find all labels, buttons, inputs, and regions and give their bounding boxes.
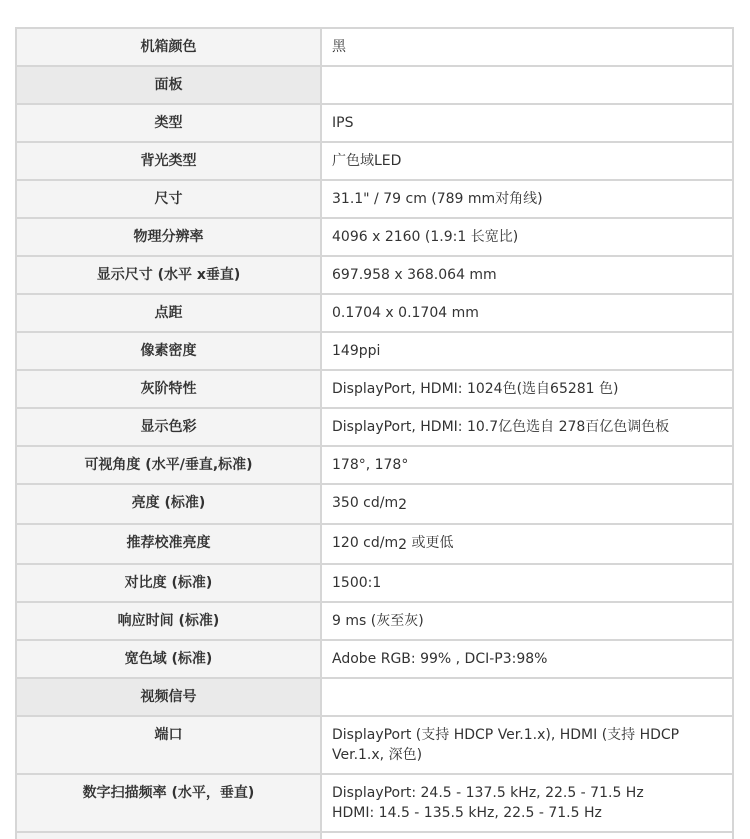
section-label: 面板 <box>16 66 321 104</box>
spec-label: 物理分辨率 <box>16 218 321 256</box>
spec-row-pixel-pitch <box>16 294 733 332</box>
spec-value: 0.1704 x 0.1704 mm <box>321 294 733 332</box>
spec-row-cabinet-color <box>16 28 733 66</box>
spec-row-backlight <box>16 142 733 180</box>
spec-value: DisplayPort, HDMI: 10.7亿色选自 278百亿色调色板 <box>321 408 733 446</box>
spec-value <box>321 484 733 524</box>
spec-value <box>321 678 733 716</box>
spec-value: 1500:1 <box>321 564 733 602</box>
spec-value: 9 ms (灰至灰) <box>321 602 733 640</box>
spec-row-pixel-density <box>16 332 733 370</box>
spec-label: 尺寸 <box>16 180 321 218</box>
spec-label: 灰阶特性 <box>16 370 321 408</box>
value-text: 120 cd/m <box>332 535 399 551</box>
spec-label: 类型 <box>16 104 321 142</box>
spec-value <box>321 66 733 104</box>
spec-row-ports <box>16 716 733 774</box>
spec-value: 697.958 x 368.064 mm <box>321 256 733 294</box>
spec-value: 4096 x 2160 (1.9:1 长宽比) <box>321 218 733 256</box>
spec-value <box>321 774 733 832</box>
spec-value: DisplayPort, HDMI: 1024色(选自65281 色) <box>321 370 733 408</box>
spec-table <box>15 27 734 839</box>
spec-label: 宽色域 (标准) <box>16 640 321 678</box>
spec-label: 对比度 (标准) <box>16 564 321 602</box>
spec-value: 黑 <box>321 28 733 66</box>
spec-value: Adobe RGB: 99% , DCI-P3:98% <box>321 640 733 678</box>
spec-label: 像素密度 <box>16 332 321 370</box>
spec-label: 端口 <box>16 716 321 774</box>
spec-row-partial <box>16 832 733 839</box>
spec-row-brightness <box>16 484 733 524</box>
spec-row-panel-type <box>16 104 733 142</box>
spec-label <box>16 832 321 839</box>
spec-value: 31.1" / 79 cm (789 mm对角线) <box>321 180 733 218</box>
value-line: DisplayPort: 24.5 - 137.5 kHz, 22.5 - 71.5 Hz <box>332 785 644 801</box>
spec-row-display-size <box>16 256 733 294</box>
spec-label: 机箱颜色 <box>16 28 321 66</box>
spec-label: 显示色彩 <box>16 408 321 446</box>
spec-value <box>321 524 733 564</box>
spec-label: 推荐校准亮度 <box>16 524 321 564</box>
spec-row-gray-scale <box>16 370 733 408</box>
value-line: HDMI: 14.5 - 135.5 kHz, 22.5 - 71.5 Hz <box>332 805 602 821</box>
spec-row-resolution <box>16 218 733 256</box>
spec-value: 178°, 178° <box>321 446 733 484</box>
spec-label: 背光类型 <box>16 142 321 180</box>
spec-section-video-signal <box>16 678 733 716</box>
spec-value: IPS <box>321 104 733 142</box>
spec-value: 广色域LED <box>321 142 733 180</box>
unit-superscript: 2 <box>398 497 408 513</box>
spec-label: 可视角度 (水平/垂直,标准) <box>16 446 321 484</box>
spec-label: 响应时间 (标准) <box>16 602 321 640</box>
spec-row-contrast <box>16 564 733 602</box>
spec-row-recommended-brightness <box>16 524 733 564</box>
spec-row-response-time <box>16 602 733 640</box>
spec-value: DisplayPort (支持 HDCP Ver.1.x), HDMI (支持 HDCP Ver.1.x, 深色) <box>321 716 733 774</box>
value-suffix: 或更低 <box>407 535 454 551</box>
spec-label: 显示尺寸 (水平 x垂直) <box>16 256 321 294</box>
spec-row-color-gamut <box>16 640 733 678</box>
spec-label: 点距 <box>16 294 321 332</box>
spec-label: 亮度 (标准) <box>16 484 321 524</box>
section-label: 视频信号 <box>16 678 321 716</box>
unit-superscript: 2 <box>398 537 408 553</box>
spec-section-panel <box>16 66 733 104</box>
value-text: 350 cd/m <box>332 495 399 511</box>
spec-label: 数字扫描频率 (水平，垂直) <box>16 774 321 832</box>
spec-row-scan-frequency <box>16 774 733 832</box>
spec-row-display-colors <box>16 408 733 446</box>
spec-value: 149ppi <box>321 332 733 370</box>
spec-row-viewing-angle <box>16 446 733 484</box>
spec-value <box>321 832 733 839</box>
spec-row-size <box>16 180 733 218</box>
